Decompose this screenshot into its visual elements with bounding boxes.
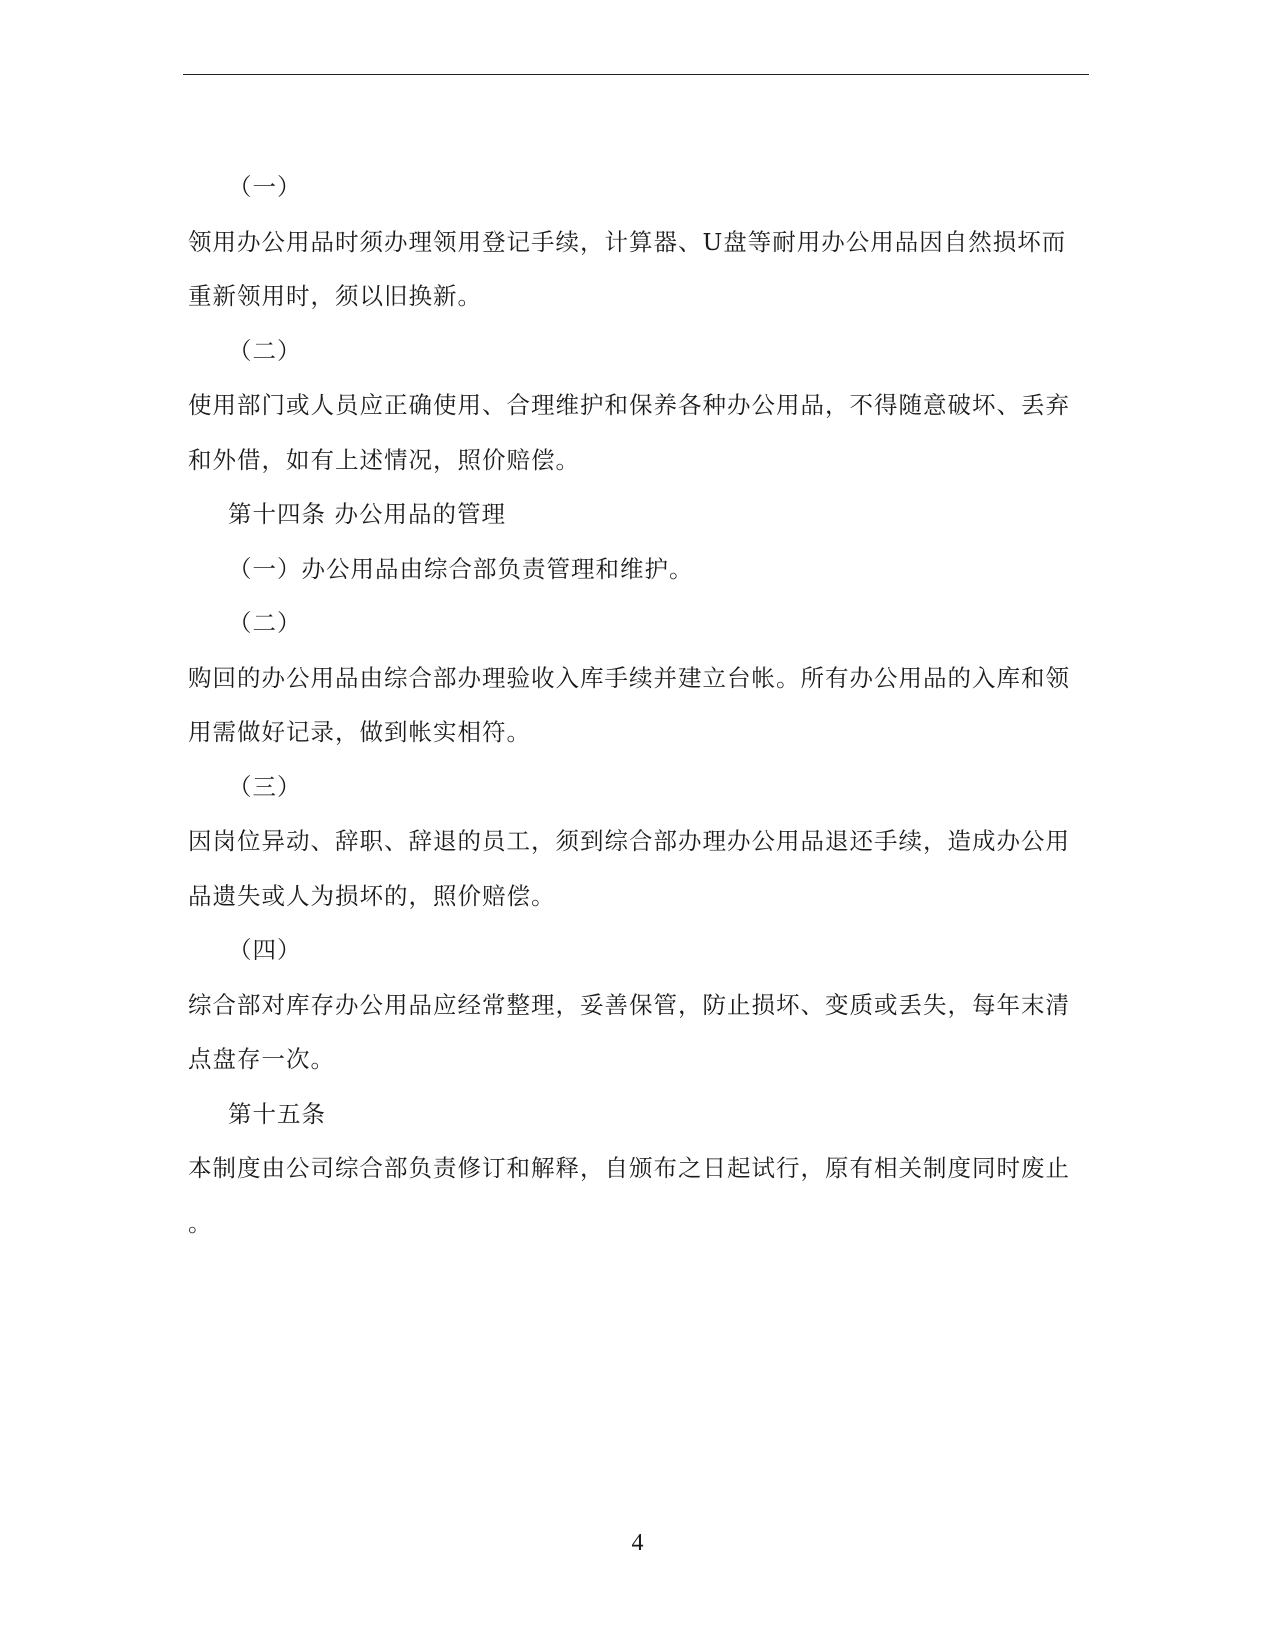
- paragraph-line: 购回的办公用品由综合部办理验收入库手续并建立台帐。所有办公用品的入库和领: [188, 663, 1070, 692]
- paragraph-line: 。: [188, 1208, 213, 1237]
- paragraph-line: 用需做好记录，做到帐实相符。: [188, 718, 531, 746]
- document-body: [188, 160, 1088, 1250]
- paragraph-line: 点盘存一次。: [188, 1045, 335, 1073]
- paragraph-line: 重新领用时，须以旧换新。: [188, 282, 482, 310]
- paragraph-line: 和外借，如有上述情况，照价赔偿。: [188, 445, 580, 474]
- article-heading: 第十四条 办公用品的管理: [228, 500, 506, 528]
- paragraph-line: 领用办公用品时须办理领用登记手续，计算器、U盘等耐用办公用品因自然损坏而: [188, 227, 1067, 256]
- paragraph-line: （三）: [228, 772, 302, 801]
- paragraph-line: （一）办公用品由综合部负责管理和维护。: [228, 554, 694, 583]
- paragraph-line: 综合部对库存办公用品应经常整理，妥善保管，防止损坏、变质或丢失，每年末清: [188, 990, 1070, 1019]
- paragraph-line: （一）: [228, 173, 302, 201]
- header-rule: [183, 74, 1089, 75]
- paragraph-line: 因岗位异动、辞职、辞退的员工，须到综合部办理办公用品退还手续，造成办公用: [188, 827, 1070, 855]
- article-heading: 第十五条: [228, 1099, 326, 1128]
- paragraph-line: 品遗失或人为损坏的，照价赔偿。: [188, 881, 556, 910]
- paragraph-line: 本制度由公司综合部负责修订和解释，自颁布之日起试行，原有相关制度同时废止: [188, 1154, 1070, 1182]
- paragraph-line: 使用部门或人员应正确使用、合理维护和保养各种办公用品，不得随意破坏、丢弃: [188, 391, 1070, 419]
- paragraph-line: （二）: [228, 336, 302, 365]
- page-number: 4: [631, 1530, 644, 1556]
- paragraph-line: （二）: [228, 609, 302, 637]
- paragraph-line: （四）: [228, 936, 302, 964]
